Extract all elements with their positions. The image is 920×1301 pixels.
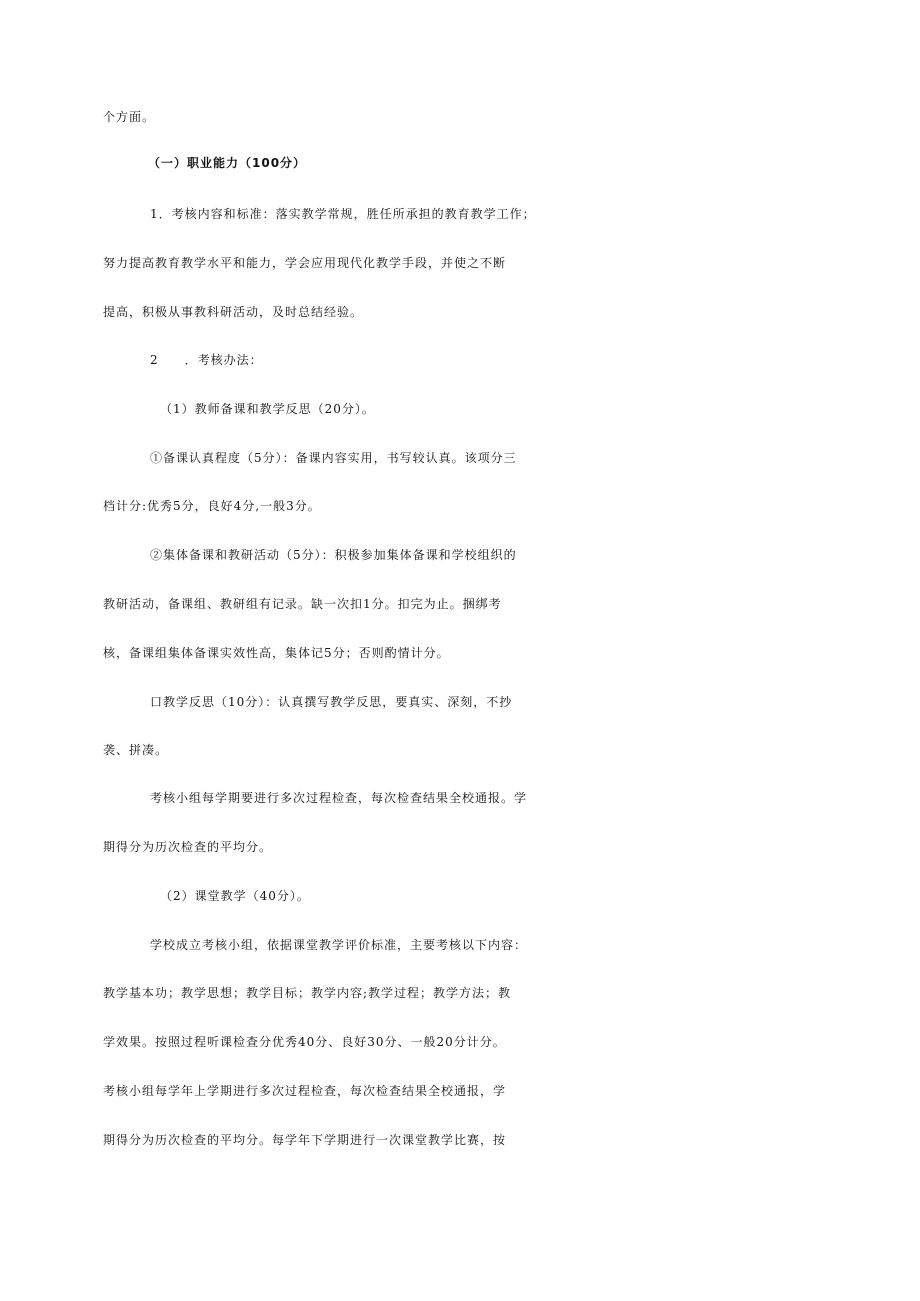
section-heading-professional-ability: （一）职业能力（100分） bbox=[148, 156, 307, 170]
text-line-18: 学校成立考核小组，依据课堂教学评价标准，主要考核以下内容： bbox=[150, 938, 528, 952]
text-line-12: 核，备课组集体备课实效性高，集体记5分；否则酌情计分。 bbox=[103, 646, 450, 660]
text-line-15: 考核小组每学期要进行多次过程检查，每次检查结果全校通报。学 bbox=[150, 791, 528, 805]
text-line-19: 教学基本功；教学思想；教学目标；教学内容;教学过程；教学方法；教 bbox=[103, 986, 512, 1000]
text-line-1: 个方面。 bbox=[103, 110, 156, 124]
subsection-classroom-teaching: （2）课堂教学（40分）。 bbox=[160, 889, 310, 903]
text-line-3: 1．考核内容和标准：落实教学常规，胜任所承担的教育教学工作； bbox=[150, 207, 536, 221]
subsection-lesson-prep: （1）教师备课和教学反思（20分）。 bbox=[160, 402, 375, 416]
text-line-6: 2 ．考核办法： bbox=[150, 353, 263, 367]
text-line-16: 期得分为历次检查的平均分。 bbox=[103, 840, 273, 854]
text-line-20: 学效果。按照过程听课检查分优秀40分、良好30分、一般20分计分。 bbox=[103, 1035, 506, 1049]
text-line-9: 档计分:优秀5分，良好4分,一般3分。 bbox=[103, 499, 321, 513]
text-line-8: ①备课认真程度（5分）：备课内容实用，书写较认真。该项分三 bbox=[150, 451, 517, 465]
text-line-4: 努力提高教育教学水平和能力，学会应用现代化教学手段，并使之不断 bbox=[103, 256, 507, 270]
text-line-13: 口教学反思（10分）：认真撰写教学反思，要真实、深刻，不抄 bbox=[150, 695, 513, 709]
text-line-11: 教研活动，备课组、教研组有记录。缺一次扣1分。扣完为止。捆绑考 bbox=[103, 597, 502, 611]
text-line-10: ②集体备课和教研活动（5分）：积极参加集体备课和学校组织的 bbox=[150, 548, 517, 562]
text-line-5: 提高，积极从事教科研活动，及时总结经验。 bbox=[103, 305, 364, 319]
text-line-14: 袭、拼凑。 bbox=[103, 743, 169, 757]
text-line-21: 考核小组每学年上学期进行多次过程检查，每次检查结果全校通报，学 bbox=[103, 1084, 507, 1098]
text-line-22: 期得分为历次检查的平均分。每学年下学期进行一次课堂教学比赛，按 bbox=[103, 1133, 507, 1147]
